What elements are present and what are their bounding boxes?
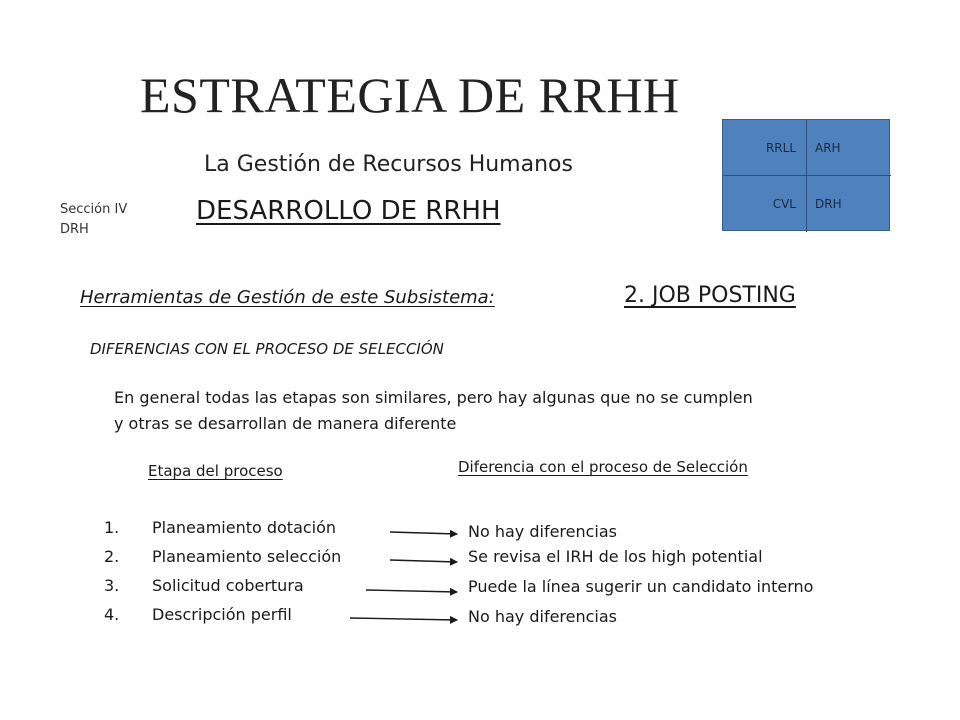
section-label-line1: Sección IV [60, 202, 128, 217]
step-label: Solicitud cobertura [152, 576, 304, 595]
intro-line-2: y otras se desarrollan de manera diferente [114, 414, 457, 433]
step-number: 3. [104, 576, 120, 595]
section-title: DESARROLLO DE RRHH [196, 196, 501, 226]
step-number: 4. [104, 605, 120, 624]
grid-cell-rrll: RRLL [723, 120, 807, 176]
intro-paragraph [114, 385, 894, 437]
tools-heading: Herramientas de Gestión de este Subsistema: [80, 287, 495, 308]
tool-name: 2. JOB POSTING [624, 283, 796, 308]
step-label: Planeamiento dotación [152, 518, 337, 537]
step-difference: No hay diferencias [468, 607, 618, 626]
slide-subtitle: La Gestión de Recursos Humanos [204, 152, 573, 177]
differences-heading: DIFERENCIAS CON EL PROCESO DE SELECCIÓN [90, 340, 444, 358]
arrow-icon [390, 560, 457, 562]
step-difference: Se revisa el IRH de los high potential [468, 547, 763, 566]
step-label: Planeamiento selección [152, 547, 342, 566]
slide-title: ESTRATEGIA DE RRHH [140, 67, 680, 123]
grid-cell-arh: ARH [807, 120, 891, 176]
intro-line-1: En general todas las etapas son similares, pero hay algunas que no se cumplen [114, 388, 753, 407]
section-label [60, 200, 127, 240]
hr-subsystem-grid [722, 119, 890, 231]
stage-column-header: Etapa del proceso [148, 462, 283, 480]
arrow-icon [350, 618, 457, 620]
difference-column-header: Diferencia con el proceso de Selección [458, 458, 748, 476]
arrow-icon [366, 590, 457, 592]
step-label: Descripción perfil [152, 605, 292, 624]
step-number: 1. [104, 518, 120, 537]
grid-cell-drh: DRH [815, 197, 842, 211]
step-difference: No hay diferencias [468, 522, 618, 541]
step-difference: Puede la línea sugerir un candidato interno [468, 577, 814, 596]
section-label-line2: DRH [60, 222, 89, 237]
step-number: 2. [104, 547, 120, 566]
grid-cell-cvl: CVL [723, 176, 807, 232]
arrow-icon [390, 532, 457, 534]
